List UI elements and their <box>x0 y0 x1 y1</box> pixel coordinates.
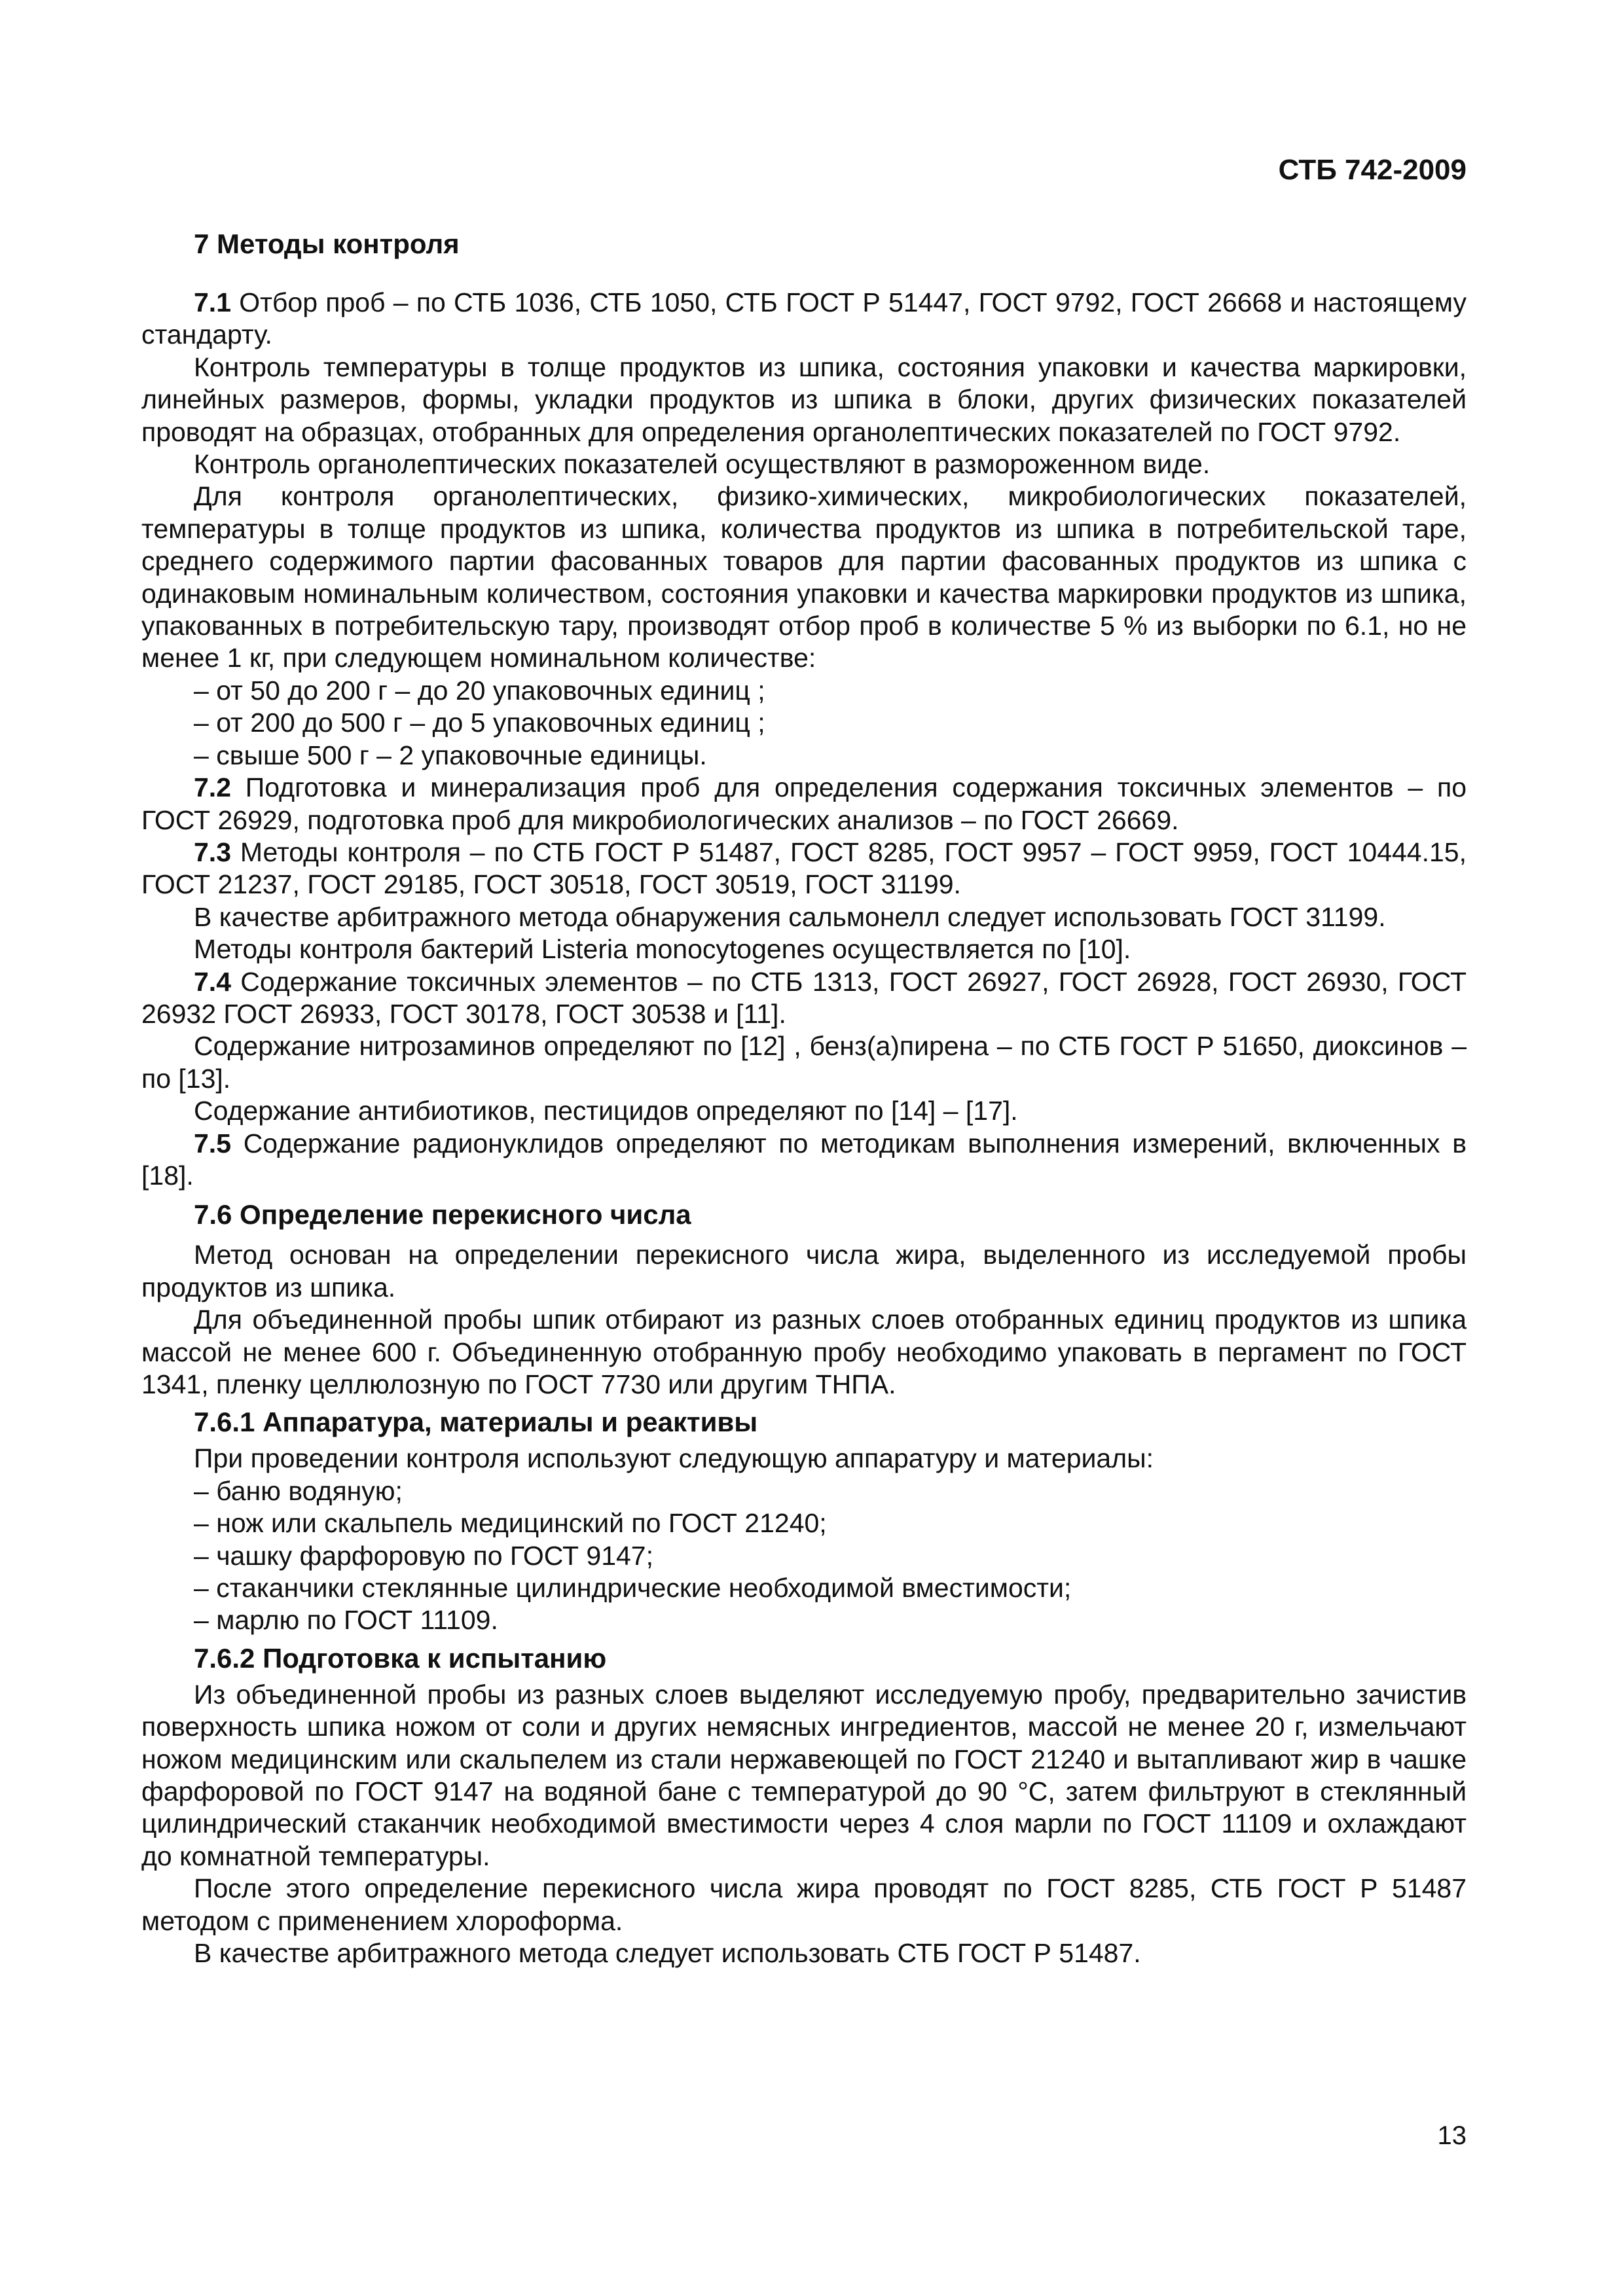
list-item: – марлю по ГОСТ 11109. <box>194 1605 498 1636</box>
paragraph: При проведении контроля используют следующую аппаратуру и материалы: <box>194 1443 1154 1474</box>
paragraph-7-5 <box>141 1128 1467 1193</box>
paragraph: В качестве арбитражного метода обнаружения сальмонелл следует использовать ГОСТ 31199. <box>194 901 1386 932</box>
paragraph: Методы контроля бактерий Listeria monocytogenes осуществляется по [10]. <box>194 934 1131 965</box>
page-number: 13 <box>1437 2121 1467 2150</box>
list-item: – свыше 500 г – 2 упаковочные единицы. <box>194 740 707 770</box>
paragraph-7-2 <box>141 772 1467 836</box>
document-body <box>141 228 1467 1970</box>
paragraph: Содержание антибиотиков, пестицидов определяют по [14] – [17]. <box>194 1096 1018 1126</box>
clause-number: 7.3 <box>194 836 231 867</box>
paragraph-text: Отбор проб – по СТБ 1036, СТБ 1050, СТБ ГОСТ Р 51447, ГОСТ 9792, ГОСТ 26668 и настоящему стандарту. <box>141 287 1467 350</box>
paragraph-text: Методы контроля – по СТБ ГОСТ Р 51487, ГОСТ 8285, ГОСТ 9957 – ГОСТ 9959, ГОСТ 10444.15, ГОСТ 21237, ГОСТ 29185, ГОСТ 30518, ГОСТ 30519, ГОСТ 31199. <box>141 836 1467 900</box>
paragraph: В качестве арбитражного метода следует использовать СТБ ГОСТ Р 51487. <box>194 1938 1141 1969</box>
paragraph: Контроль температуры в толще продуктов из шпика, состояния упаковки и качества маркировки, линейных размеров, формы, укладки продуктов из шпика в блоки, других физических показателей проводят на образцах, отобранных для определения органолептических показателей по ГОСТ 9792. <box>141 351 1467 447</box>
paragraph-text: Содержание токсичных элементов – по СТБ 1313, ГОСТ 26927, ГОСТ 26928, ГОСТ 26930, ГОСТ 26932 ГОСТ 26933, ГОСТ 30178, ГОСТ 30538 и [11]. <box>141 966 1467 1029</box>
list-item: – нож или скальпель медицинский по ГОСТ 21240; <box>194 1508 827 1539</box>
list-item: – стаканчики стеклянные цилиндрические необходимой вместимости; <box>194 1573 1072 1604</box>
list-item: – баню водяную; <box>194 1475 403 1506</box>
clause-number: 7.2 <box>194 772 231 803</box>
subsection-title-7-6-2: 7.6.2 Подготовка к испытанию <box>194 1642 607 1674</box>
paragraph-text: Подготовка и минерализация проб для определения содержания токсичных элементов – по ГОСТ 26929, подготовка проб для микробиологических анализов – по ГОСТ 26669. <box>141 772 1467 835</box>
subsection-title-7-6-1: 7.6.1 Аппаратура, материалы и реактивы <box>194 1407 758 1438</box>
subsection-title-7-6: 7.6 Определение перекисного числа <box>194 1199 691 1230</box>
paragraph: Из объединенной пробы из разных слоев выделяют исследуемую пробу, предварительно зачистив поверхность шпика ножом от соли и других немясных ингредиентов, массой не менее 20 г, измельчают ножом медицинским или скальпелем из стали нержавеющей по ГОСТ 21240 и вытапливают жир в чашке фарфоровой по ГОСТ 9147 на водяной бане с температурой до 90 °С, затем фильтруют в стеклянный цилиндрический стаканчик необходимой вместимости через 4 слоя марли по ГОСТ 11109 и охлаждают до комнатной температуры. <box>141 1679 1467 1871</box>
paragraph: Контроль органолептических показателей осуществляют в размороженном виде. <box>194 449 1211 480</box>
paragraph-text: Содержание радионуклидов определяют по методикам выполнения измерений, включенных в [18]. <box>141 1128 1467 1191</box>
paragraph: Для контроля органолептических, физико-химических, микробиологических показателей, температуры в толще продуктов из шпика, количества продуктов из шпика в потребительской таре, среднего содержимого партии фасованных товаров для партии фасованных продуктов из шпика с одинаковым номинальным количеством, состояния упаковки и качества маркировки продуктов из шпика, упакованных в потребительскую тару, производят отбор проб в количестве 5 % из выборки по 6.1, но не менее 1 кг, при следующем номинальном количестве: <box>141 481 1467 673</box>
clause-number: 7.4 <box>194 966 231 997</box>
paragraph-7-3 <box>141 836 1467 901</box>
section-title: 7 Методы контроля <box>194 228 460 259</box>
paragraph-7-4 <box>141 966 1467 1031</box>
list-item: – от 50 до 200 г – до 20 упаковочных единиц ; <box>194 675 765 706</box>
clause-number: 7.5 <box>194 1128 231 1158</box>
clause-number: 7.1 <box>194 287 231 317</box>
paragraph: Метод основан на определении перекисного числа жира, выделенного из исследуемой пробы продуктов из шпика. <box>141 1240 1467 1302</box>
list-item: – чашку фарфоровую по ГОСТ 9147; <box>194 1540 654 1571</box>
list-item: – от 200 до 500 г – до 5 упаковочных единиц ; <box>194 708 765 738</box>
paragraph-7-1 <box>141 287 1467 351</box>
paragraph: Содержание нитрозаминов определяют по [12] , бенз(а)пирена – по СТБ ГОСТ Р 51650, диоксинов – по [13]. <box>141 1031 1467 1094</box>
document-code: СТБ 742-2009 <box>1278 154 1467 186</box>
paragraph: После этого определение перекисного числа жира проводят по ГОСТ 8285, СТБ ГОСТ Р 51487 методом с применением хлороформа. <box>141 1873 1467 1936</box>
paragraph: Для объединенной пробы шпик отбирают из разных слоев отобранных единиц продуктов из шпика массой не менее 600 г. Объединенную отобранную пробу необходимо упаковать в пергамент по ГОСТ 1341, пленку целлюлозную по ГОСТ 7730 или другим ТНПА. <box>141 1304 1467 1399</box>
